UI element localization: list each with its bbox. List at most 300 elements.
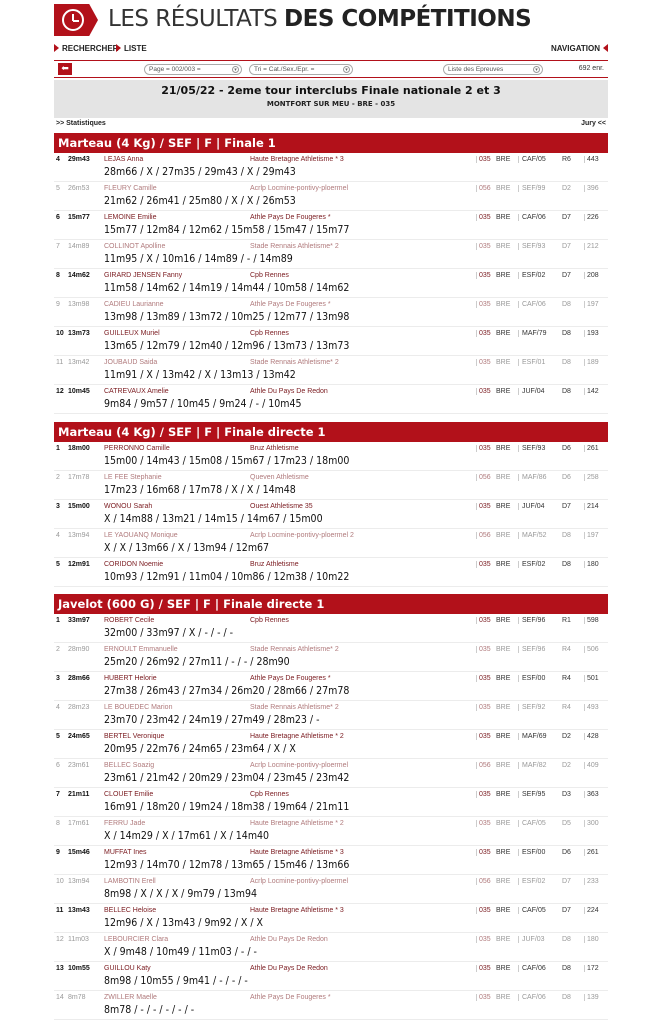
throw-series: 11m58 / 14m62 / 14m19 / 14m44 / 10m58 / 14m62	[104, 282, 350, 294]
points: 142	[584, 388, 599, 395]
category: MAF/52	[518, 532, 547, 539]
rank: 3	[56, 503, 60, 510]
region: BRE	[496, 733, 511, 740]
rank: 8	[56, 272, 60, 279]
event-section	[54, 422, 608, 587]
category: SEF/96	[518, 646, 545, 653]
department: 035	[476, 849, 491, 856]
performance: 29m43	[68, 156, 90, 163]
athlete-name[interactable]: CATREVAUX Amelie	[104, 388, 169, 395]
rank: 4	[56, 532, 60, 539]
event-section	[54, 133, 608, 414]
points: 409	[584, 762, 599, 769]
level: D7	[562, 243, 571, 250]
department: 035	[476, 936, 491, 943]
department: 035	[476, 445, 491, 452]
rank: 12	[56, 388, 64, 395]
result-row	[54, 904, 608, 933]
department: 035	[476, 272, 491, 279]
club-name[interactable]: Haute Bretagne Athletisme * 3	[250, 849, 344, 856]
performance: 14m62	[68, 272, 90, 279]
level: R4	[562, 675, 571, 682]
department: 056	[476, 474, 491, 481]
result-row	[54, 385, 608, 414]
result-row	[54, 153, 608, 182]
result-row	[54, 701, 608, 730]
throw-series: 8m98 / 10m55 / 9m41 / - / - / -	[104, 975, 248, 987]
points: 214	[584, 503, 599, 510]
performance: 17m78	[68, 474, 90, 481]
performance: 23m61	[68, 762, 90, 769]
points: 258	[584, 474, 599, 481]
athlete-name[interactable]: GUILLOU Katy	[104, 965, 151, 972]
club-name[interactable]: Haute Bretagne Athletisme * 2	[250, 733, 344, 740]
region: BRE	[496, 762, 511, 769]
level: D8	[562, 936, 571, 943]
points: 226	[584, 214, 599, 221]
meeting-info	[54, 80, 608, 118]
club-name[interactable]: Acrlp Locmine-pontivy-ploermel 2	[250, 532, 354, 539]
points: 506	[584, 646, 599, 653]
throw-series: 16m91 / 18m20 / 19m24 / 18m38 / 19m64 / 21m11	[104, 801, 350, 813]
department: 035	[476, 301, 491, 308]
event-section	[54, 594, 608, 1020]
throw-series: 9m84 / 9m57 / 10m45 / 9m24 / - / 10m45	[104, 398, 302, 410]
level: D7	[562, 878, 571, 885]
level: D6	[562, 849, 571, 856]
club-name[interactable]: Stade Rennais Athletisme* 2	[250, 646, 339, 653]
athlete-name[interactable]: JOUBAUD Saida	[104, 359, 158, 366]
clock-icon	[62, 9, 84, 31]
club-name[interactable]: Athle Du Pays De Redon	[250, 965, 328, 972]
region: BRE	[496, 532, 511, 539]
result-row	[54, 933, 608, 962]
throw-series: 8m98 / X / X / X / 9m79 / 13m94	[104, 888, 258, 900]
category: ESF/00	[518, 849, 545, 856]
points: 261	[584, 445, 599, 452]
department: 035	[476, 156, 491, 163]
department: 035	[476, 907, 491, 914]
club-name[interactable]: Athle Pays De Fougeres *	[250, 994, 331, 1001]
region: BRE	[496, 359, 511, 366]
region: BRE	[496, 185, 511, 192]
points: 493	[584, 704, 599, 711]
rank: 2	[56, 646, 60, 653]
performance: 21m11	[68, 791, 90, 798]
throw-series: 28m66 / X / 27m35 / 29m43 / X / 29m43	[104, 166, 296, 178]
level: R4	[562, 704, 571, 711]
category: CAF/06	[518, 965, 546, 972]
level: R1	[562, 617, 571, 624]
meeting-title: 21/05/22 - 2eme tour interclubs Finale nationale 2 et 3	[161, 84, 501, 97]
rank: 9	[56, 849, 60, 856]
club-name[interactable]: Athle Pays De Fougeres *	[250, 675, 331, 682]
department: 035	[476, 791, 491, 798]
points: 197	[584, 532, 599, 539]
region: BRE	[496, 936, 511, 943]
athlete-name[interactable]: BELLEC Heloise	[104, 907, 157, 914]
result-row	[54, 788, 608, 817]
rank: 8	[56, 820, 60, 827]
club-name[interactable]: Acrlp Locmine-pontivy-ploermel	[250, 762, 349, 769]
rank: 7	[56, 791, 60, 798]
throw-series: 8m78 / - / - / - / - / -	[104, 1004, 195, 1016]
statistics-link[interactable]: >> Statistiques	[56, 120, 106, 127]
level: D8	[562, 532, 571, 539]
rank: 6	[56, 762, 60, 769]
category: MAF/69	[518, 733, 547, 740]
club-name[interactable]: Cpb Rennes	[250, 272, 289, 279]
performance: 28m90	[68, 646, 90, 653]
club-name[interactable]: Queven Athletisme	[250, 474, 309, 481]
performance: 33m97	[68, 617, 90, 624]
throw-series: 12m96 / X / 13m43 / 9m92 / X / X	[104, 917, 264, 929]
department: 035	[476, 503, 491, 510]
category: SEF/95	[518, 791, 545, 798]
athlete-name[interactable]: ERNOULT Emmanuelle	[104, 646, 178, 653]
level: D8	[562, 359, 571, 366]
club-name[interactable]: Ouest Athletisme 35	[250, 503, 313, 510]
department: 035	[476, 330, 491, 337]
result-row	[54, 730, 608, 759]
points: 261	[584, 849, 599, 856]
page-header	[54, 4, 614, 36]
category: ESF/02	[518, 561, 545, 568]
result-row	[54, 211, 608, 240]
region: BRE	[496, 820, 511, 827]
result-row	[54, 269, 608, 298]
region: BRE	[496, 301, 511, 308]
jury-link[interactable]: Jury <<	[581, 120, 606, 127]
stats-line	[56, 120, 606, 127]
result-row	[54, 327, 608, 356]
level: D8	[562, 388, 571, 395]
region: BRE	[496, 388, 511, 395]
department: 035	[476, 646, 491, 653]
region: BRE	[496, 156, 511, 163]
rank: 12	[56, 936, 64, 943]
events-select[interactable]: Liste des Epreuves ▾	[443, 64, 543, 75]
result-row	[54, 442, 608, 471]
chevron-down-icon: ▾	[232, 66, 239, 73]
region: BRE	[496, 878, 511, 885]
points: 212	[584, 243, 599, 250]
club-name[interactable]: Cpb Rennes	[250, 617, 289, 624]
category: SEF/92	[518, 704, 545, 711]
athlete-name[interactable]: LE YAOUANQ Monique	[104, 532, 178, 539]
department: 035	[476, 388, 491, 395]
club-name[interactable]: Cpb Rennes	[250, 791, 289, 798]
athlete-name[interactable]: COLLINOT Apolline	[104, 243, 166, 250]
throw-series: 32m00 / 33m97 / X / - / - / -	[104, 627, 234, 639]
category: MAF/82	[518, 762, 547, 769]
result-row	[54, 529, 608, 558]
department: 035	[476, 820, 491, 827]
athlete-name[interactable]: ZWILLER Maelle	[104, 994, 157, 1001]
athlete-name[interactable]: BELLEC Soazig	[104, 762, 155, 769]
rank: 10	[56, 330, 64, 337]
athlete-name[interactable]: ROBERT Cecile	[104, 617, 155, 624]
level: R4	[562, 646, 571, 653]
performance: 17m61	[68, 820, 90, 827]
result-row	[54, 817, 608, 846]
points: 172	[584, 965, 599, 972]
event-title[interactable]: Marteau (4 Kg) / SEF | F | Finale 1	[54, 133, 608, 153]
points: 180	[584, 561, 599, 568]
points: 363	[584, 791, 599, 798]
level: D7	[562, 272, 571, 279]
event-title[interactable]: Javelot (600 G) / SEF | F | Finale directe 1	[54, 594, 608, 614]
navigation-link[interactable]: NAVIGATION	[551, 44, 608, 53]
club-name[interactable]: Stade Rennais Athletisme* 2	[250, 704, 339, 711]
result-row	[54, 672, 608, 701]
category: JUF/04	[518, 503, 545, 510]
athlete-name[interactable]: BERTEL Veronique	[104, 733, 165, 740]
rank: 7	[56, 243, 60, 250]
rank: 13	[56, 965, 64, 972]
page-select[interactable]: Page = 002/003 = ▾	[144, 64, 242, 75]
points: 208	[584, 272, 599, 279]
throw-series: 10m93 / 12m91 / 11m04 / 10m86 / 12m38 / 10m22	[104, 571, 350, 583]
rank: 5	[56, 185, 60, 192]
rank: 3	[56, 675, 60, 682]
region: BRE	[496, 330, 511, 337]
department: 035	[476, 243, 491, 250]
points: 224	[584, 907, 599, 914]
club-name[interactable]: Athle Du Pays De Redon	[250, 388, 328, 395]
category: ESF/00	[518, 675, 545, 682]
logo[interactable]	[54, 4, 98, 36]
performance: 12m91	[68, 561, 90, 568]
club-name[interactable]: Haute Bretagne Athletisme * 3	[250, 156, 344, 163]
throw-series: 17m23 / 16m68 / 17m78 / X / X / 14m48	[104, 484, 296, 496]
chevron-down-icon: ▾	[533, 66, 540, 73]
athlete-name[interactable]: LE BOUEDEC Marion	[104, 704, 173, 711]
meeting-place: MONTFORT SUR MEU - BRE - 035	[266, 100, 396, 108]
region: BRE	[496, 965, 511, 972]
region: BRE	[496, 617, 511, 624]
throw-series: 27m38 / 26m43 / 27m34 / 26m20 / 28m66 / 27m78	[104, 685, 350, 697]
athlete-name[interactable]: CADIEU Laurianne	[104, 301, 164, 308]
club-name[interactable]: Haute Bretagne Athletisme * 2	[250, 820, 344, 827]
department: 035	[476, 965, 491, 972]
region: BRE	[496, 791, 511, 798]
rank: 4	[56, 704, 60, 711]
throw-series: 21m62 / 26m41 / 25m80 / X / X / 26m53	[104, 195, 296, 207]
athlete-name[interactable]: CORIDON Noemie	[104, 561, 164, 568]
throw-series: 23m70 / 23m42 / 24m19 / 27m49 / 28m23 / -	[104, 714, 320, 726]
rank: 5	[56, 733, 60, 740]
athlete-name[interactable]: LEMOINE Emilie	[104, 214, 157, 221]
list-link[interactable]: LISTE	[116, 44, 147, 53]
level: D6	[562, 474, 571, 481]
department: 035	[476, 617, 491, 624]
category: CAF/05	[518, 156, 546, 163]
sort-select[interactable]: Tri = Cat./Sex./Epr. = ▾	[249, 64, 353, 75]
category: ESF/02	[518, 878, 545, 885]
result-row	[54, 558, 608, 587]
performance: 10m45	[68, 388, 90, 395]
chevron-down-icon: ▾	[343, 66, 350, 73]
throw-series: X / 14m29 / X / 17m61 / X / 14m40	[104, 830, 270, 842]
back-arrow-icon[interactable]: ⬅	[58, 63, 72, 75]
club-name[interactable]: Stade Rennais Athletisme* 2	[250, 359, 339, 366]
athlete-name[interactable]: LEBOURCIER Clara	[104, 936, 169, 943]
level: D8	[562, 965, 571, 972]
category: SEF/93	[518, 243, 545, 250]
performance: 28m23	[68, 704, 90, 711]
search-link[interactable]: RECHERCHER	[54, 44, 118, 53]
region: BRE	[496, 474, 511, 481]
category: CAF/06	[518, 301, 546, 308]
club-name[interactable]: Athle Pays De Fougeres *	[250, 214, 331, 221]
club-name[interactable]: Cpb Rennes	[250, 330, 289, 337]
result-row	[54, 356, 608, 385]
club-name[interactable]: Bruz Athletisme	[250, 561, 299, 568]
result-row	[54, 614, 608, 643]
club-name[interactable]: Stade Rennais Athletisme* 2	[250, 243, 339, 250]
performance: 13m94	[68, 878, 90, 885]
club-name[interactable]: Acrlp Locmine-pontivy-ploermel	[250, 185, 349, 192]
points: 197	[584, 301, 599, 308]
performance: 13m98	[68, 301, 90, 308]
throw-series: X / 9m48 / 10m49 / 11m03 / - / -	[104, 946, 257, 958]
level: D8	[562, 301, 571, 308]
category: ESF/01	[518, 359, 545, 366]
result-row	[54, 500, 608, 529]
throw-series: 13m98 / 13m89 / 13m72 / 10m25 / 12m77 / 13m98	[104, 311, 350, 323]
performance: 15m46	[68, 849, 90, 856]
result-row	[54, 875, 608, 904]
throw-series: X / 14m88 / 13m21 / 14m15 / 14m67 / 15m00	[104, 513, 323, 525]
category: SEF/96	[518, 617, 545, 624]
rank: 1	[56, 445, 60, 452]
event-title[interactable]: Marteau (4 Kg) / SEF | F | Finale directe 1	[54, 422, 608, 442]
athlete-name[interactable]: LAMBOTIN Erell	[104, 878, 156, 885]
result-row	[54, 298, 608, 327]
rank: 10	[56, 878, 64, 885]
result-row	[54, 846, 608, 875]
category: CAF/06	[518, 214, 546, 221]
category: CAF/06	[518, 994, 546, 1001]
throw-series: 11m95 / X / 10m16 / 14m89 / - / 14m89	[104, 253, 293, 265]
throw-series: 11m91 / X / 13m42 / X / 13m13 / 13m42	[104, 369, 296, 381]
page-title: LES RÉSULTATS DES COMPÉTITIONS	[108, 6, 532, 32]
throw-series: 20m95 / 22m76 / 24m65 / 23m64 / X / X	[104, 743, 296, 755]
level: D2	[562, 762, 571, 769]
performance: 13m94	[68, 532, 90, 539]
rank: 1	[56, 617, 60, 624]
performance: 26m53	[68, 185, 90, 192]
region: BRE	[496, 849, 511, 856]
level: D2	[562, 733, 571, 740]
level: D2	[562, 185, 571, 192]
performance: 10m55	[68, 965, 90, 972]
rank: 11	[56, 907, 64, 914]
region: BRE	[496, 214, 511, 221]
athlete-name[interactable]: HUBERT Helorie	[104, 675, 157, 682]
nav-bar	[54, 44, 608, 56]
rank: 5	[56, 561, 60, 568]
club-name[interactable]: Athle Pays De Fougeres *	[250, 301, 331, 308]
club-name[interactable]: Haute Bretagne Athletisme * 3	[250, 907, 344, 914]
toolbar	[54, 60, 608, 78]
rank: 14	[56, 994, 64, 1001]
department: 056	[476, 762, 491, 769]
level: D7	[562, 214, 571, 221]
level: D7	[562, 503, 571, 510]
result-row	[54, 240, 608, 269]
category: CAF/05	[518, 820, 546, 827]
region: BRE	[496, 561, 511, 568]
athlete-name[interactable]: PERRONNO Camille	[104, 445, 170, 452]
level: D5	[562, 820, 571, 827]
result-row	[54, 991, 608, 1020]
level: R6	[562, 156, 571, 163]
category: JUF/03	[518, 936, 545, 943]
points: 180	[584, 936, 599, 943]
region: BRE	[496, 243, 511, 250]
athlete-name[interactable]: GIRARD JENSEN Fanny	[104, 272, 183, 279]
points: 193	[584, 330, 599, 337]
points: 139	[584, 994, 599, 1001]
athlete-name[interactable]: MUFFAT Ines	[104, 849, 147, 856]
performance: 24m65	[68, 733, 90, 740]
rank: 4	[56, 156, 60, 163]
performance: 28m66	[68, 675, 90, 682]
level: D8	[562, 330, 571, 337]
points: 189	[584, 359, 599, 366]
category: MAF/79	[518, 330, 547, 337]
region: BRE	[496, 675, 511, 682]
region: BRE	[496, 272, 511, 279]
club-name[interactable]: Bruz Athletisme	[250, 445, 299, 452]
performance: 8m78	[68, 994, 86, 1001]
region: BRE	[496, 445, 511, 452]
department: 035	[476, 359, 491, 366]
points: 598	[584, 617, 599, 624]
arrow-left-icon	[603, 44, 608, 52]
rank: 6	[56, 214, 60, 221]
athlete-name[interactable]: FERRU Jade	[104, 820, 146, 827]
department: 035	[476, 561, 491, 568]
athlete-name[interactable]: WONOU Sarah	[104, 503, 153, 510]
athlete-name[interactable]: LEJAS Anna	[104, 156, 144, 163]
category: CAF/05	[518, 907, 546, 914]
athlete-name[interactable]: CLOUET Emilie	[104, 791, 154, 798]
department: 035	[476, 733, 491, 740]
athlete-name[interactable]: GUILLEUX Muriel	[104, 330, 160, 337]
performance: 13m73	[68, 330, 90, 337]
level: D3	[562, 791, 571, 798]
performance: 15m77	[68, 214, 90, 221]
throw-series: 23m61 / 21m42 / 20m29 / 23m04 / 23m45 / 23m42	[104, 772, 350, 784]
performance: 11m03	[68, 936, 89, 943]
department: 056	[476, 185, 491, 192]
points: 300	[584, 820, 599, 827]
club-name[interactable]: Athle Du Pays De Redon	[250, 936, 328, 943]
result-row	[54, 182, 608, 211]
category: MAF/86	[518, 474, 547, 481]
points: 233	[584, 878, 599, 885]
points: 428	[584, 733, 599, 740]
club-name[interactable]: Acrlp Locmine-pontivy-ploermel	[250, 878, 349, 885]
department: 056	[476, 532, 491, 539]
athlete-name[interactable]: FLEURY Camille	[104, 185, 157, 192]
athlete-name[interactable]: LE FEE Stephanie	[104, 474, 162, 481]
performance: 13m43	[68, 907, 90, 914]
points: 396	[584, 185, 599, 192]
